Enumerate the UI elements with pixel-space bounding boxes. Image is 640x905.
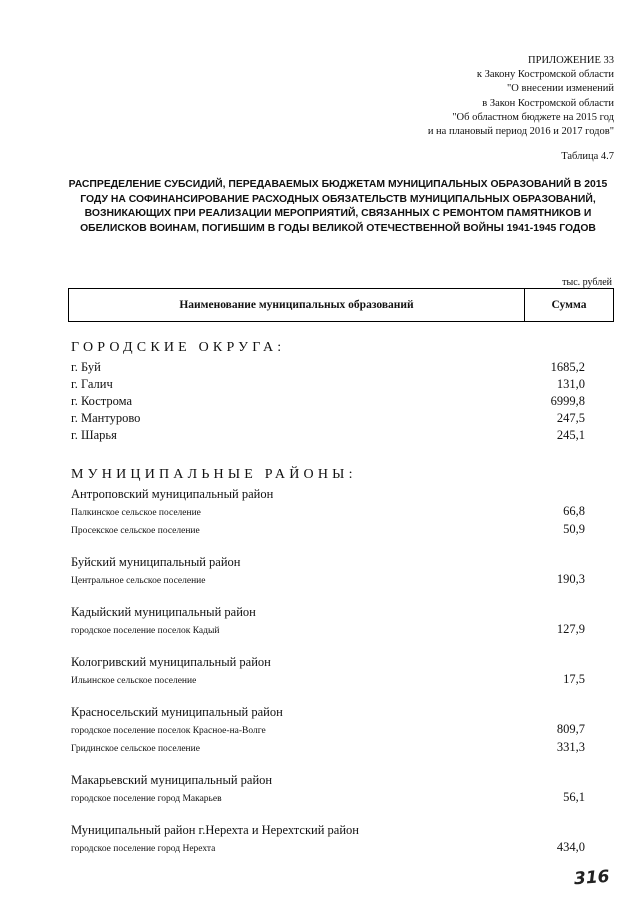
unit-label: тыс. рублей [562,277,612,288]
table-row [71,790,585,808]
table-row [71,672,585,690]
table-row [71,522,585,540]
appendix-line: "О внесении изменений [507,83,614,95]
district-name: Кадыйский муниципальный район [71,605,256,619]
table-row [71,504,585,522]
table-row [71,840,585,858]
table-row [71,411,585,428]
appendix-line: и на плановый период 2016 и 2017 годов" [427,126,614,138]
appendix-line: в Закон Костромской области [482,97,614,109]
row-name: г. Кострома [71,394,133,408]
settlement-name: Ильинское сельское поселение [71,676,197,686]
city-section-heading: ГОРОДСКИЕ ОКРУГА: [71,340,286,355]
handwritten-page-number: 316 [573,866,611,890]
table-row [71,572,585,590]
settlement-name: городское поселение город Нерехта [71,844,216,854]
settlement-value: 127,9 [556,622,585,636]
district-name: Кологривский муниципальный район [71,655,271,669]
row-value: 131,0 [556,377,585,391]
table-row [71,722,585,740]
row-name: г. Шарья [71,428,117,442]
district-name: Макарьевский муниципальный район [71,773,273,787]
header-sum-column: Сумма [551,299,587,311]
document-title: РАСПРЕДЕЛЕНИЕ СУБСИДИЙ, ПЕРЕДАВАЕМЫХ БЮДЖЕТАМ МУНИЦИПАЛЬНЫХ ОБРАЗОВАНИЙ В 2015 ГОДУ НА СОФИНАНСИРОВАНИЕ РАСХОДНЫХ ОБЯЗАТЕЛЬСТВ МУНИЦИПАЛЬНЫХ ОБРАЗОВАНИЙ, ВОЗНИКАЮЩИХ ПРИ РЕАЛИЗАЦИИ МЕРОПРИЯТИЙ, СВЯЗАННЫХ С РЕМОНТОМ ПАМЯТНИКОВ И ОБЕЛИСКОВ ВОИНАМ, ПОГИБШИМ В ГОДЫ ВЕЛИКОЙ ОТЕЧЕСТВЕННОЙ ВОЙНЫ 1941-1945 ГОДОВ [68,179,608,234]
row-value: 247,5 [556,411,585,425]
settlement-name: Просекское сельское поселение [71,526,200,536]
settlement-value: 331,3 [556,740,585,754]
settlement-name: городское поселение город Макарьев [71,794,222,804]
appendix-line: ПРИЛОЖЕНИЕ 33 [528,55,614,66]
district-name: Антроповский муниципальный район [71,487,274,501]
row-name: г. Мантурово [71,411,141,425]
row-value: 6999,8 [550,394,585,408]
settlement-value: 50,9 [563,522,585,536]
row-name: г. Буй [71,360,101,374]
district-name: Муниципальный район г.Нерехта и Нерехтский район [71,823,359,837]
settlement-name: Центральное сельское поселение [71,576,206,586]
settlement-value: 190,3 [556,572,585,586]
city-rows [71,360,585,445]
district-section-heading: МУНИЦИПАЛЬНЫЕ РАЙОНЫ: [71,467,357,482]
header-name-column: Наименование муниципальных образований [69,289,525,321]
appendix-line: к Закону Костромской области [476,69,614,81]
appendix-line: "Об областном бюджете на 2015 год [452,111,614,123]
table-row [71,394,585,411]
settlement-value: 17,5 [563,672,585,686]
table-reference: Таблица 4.7 [561,151,614,162]
row-value: 1685,2 [550,360,585,374]
table-row [71,428,585,445]
table-row [71,377,585,394]
district-rows [71,487,585,858]
appendix-block [314,54,614,139]
settlement-value: 56,1 [563,790,585,804]
settlement-name: городское поселение поселок Красное-на-Волге [71,726,266,736]
district-name: Красносельский муниципальный район [71,705,283,719]
settlement-value: 809,7 [556,722,585,736]
settlement-value: 66,8 [563,504,585,518]
settlement-name: городское поселение поселок Кадый [71,626,220,636]
table-header [68,288,614,322]
row-name: г. Галич [71,377,113,391]
table-body [71,340,585,858]
table-row [71,360,585,377]
district-name: Буйский муниципальный район [71,555,241,569]
settlement-name: Гридинское сельское поселение [71,744,200,754]
settlement-name: Палкинское сельское поселение [71,508,201,518]
settlement-value: 434,0 [556,840,585,854]
row-value: 245,1 [556,428,585,442]
table-row [71,622,585,640]
table-row [71,740,585,758]
